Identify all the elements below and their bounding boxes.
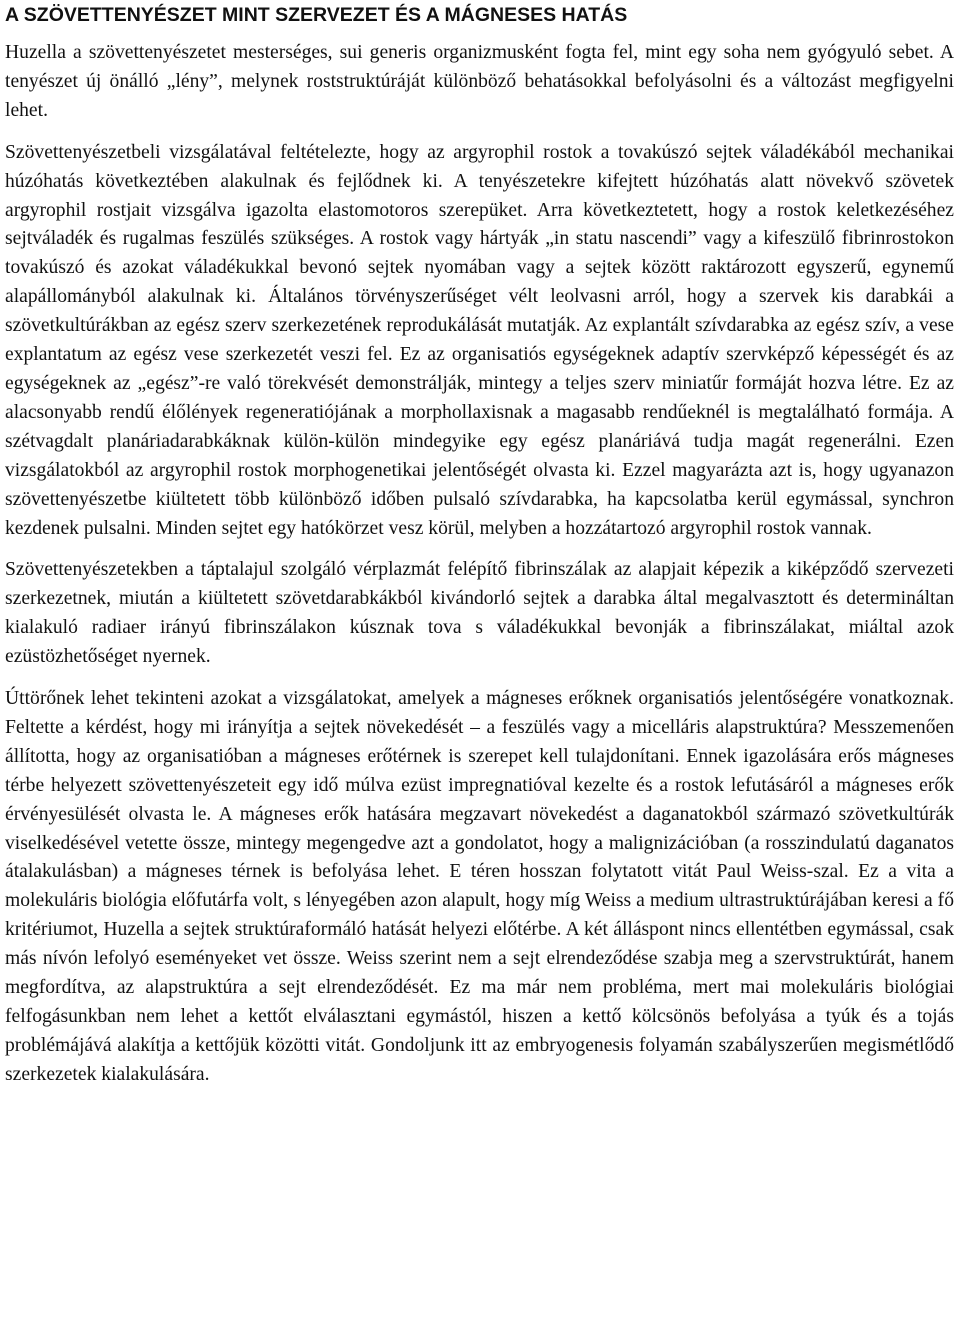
paragraph-magnetic-effect: Úttörőnek lehet tekinteni azokat a vizsgálatokat, amelyek a mágneses erőknek organisatiós jelentőségére vonatkoznak. Feltette a kérdést, hogy mi irányítja a sejtek növekedését – a feszülés vagy a micelláris alapstruktúra? Messzemenően állította, hogy az organisatióban a mágneses erőtérnek is szerepet kell tulajdonítani. Ennek igazolására erős mágneses térbe helyezett szövettenyészeteit egy idő múlva ezüst impregnatióval kezelte és a rostok lefutásáról a mágneses erők érvényesülését olvasta le. A mágneses erők hatására megzavart növekedést a daganatokból származó szövetkultúrák viselkedésével vetette össze, mintegy megengedve azt a gondolatot, hogy a malignizációban (a rosszindulatú daganatos átalakulásban) a mágneses térnek is befolyása lehet. E téren hosszan folytatott vitát Paul Weiss-szal. Ez a vita a molekuláris biológia előfutárfa volt, s lényegében azon alapult, hogy míg Weiss a medium ultrastruktúrájában keresi a fő kritériumot, Huzella a sejtek struktúraformáló hatását helyezi előtérbe. A két álláspont nincs ellentétben egymással, csak más nívón lefolyó eseményeket vet össze. Weiss szerint nem a sejt elrendeződése szabja meg a szervstruktúrát, hanem megfordítva, az alapstruktúra a sejt elrendeződését. Ez ma már nem probléma, mert mai molekuláris biológiai felfogásunkban nem lehet a kettőt elválasztani egymástól, hiszen a kettő kölcsönös befolyása a tyúk és a tojás problémájává alakítja a kettőjük közötti vitát. Gondoljunk itt az embryogenesis folyamán szabályszerűen megismétlődő szerkezetek kialakulására. bbox=[5, 688, 954, 1085]
document-title: A SZÖVETTENYÉSZET MINT SZERVEZET ÉS A MÁGNESES HATÁS bbox=[5, 4, 628, 26]
paragraph-intro: Huzella a szövettenyészetet mesterséges, sui generis organizmusként fogta fel, mint egy soha nem gyógyuló sebet. A tenyészet új önálló „lény”, melynek roststruktúráját különböző behatásokkal befolyásolni és a változást megfigyelni lehet. bbox=[5, 42, 954, 121]
paragraph-fibrin-threads: Szövettenyészetekben a táptalajul szolgáló vérplazmát felépítő fibrinszálak az alapjait képezik a kiképződő szervezeti szerkezetnek, miután a kiültetett szövetdarabkákból kivándorló sejtek a darabka által megalvasztott és determináltan kialakuló radiaer irányú fibrinszálakon kúsznak tova s váladékukkal bevonják a fibrinszálakat, miáltal azok ezüstözhetőséget nyernek. bbox=[5, 559, 954, 668]
paragraph-argyrophil-fibers: Szövettenyészetbeli vizsgálatával feltételezte, hogy az argyrophil rostok a tovakúszó sejtek váladékából mechanikai húzóhatás következtében alakulnak és fejlődnek ki. A tenyészetekre kifejtett húzóhatás alatt növekvő szövetek argyrophil rostjait vizsgálva igazolta elastomotoros szerepüket. Arra következtetett, hogy a rostok keletkezéséhez sejtváladék és rugalmas feszülés szükséges. A rostok vagy hártyák „in statu nascendi” vagy a kifeszülő fibrinrostokon tovakúszó és azokat váladékukkal bevonó sejtek nyomában vagy a sejtek között raktározott egyszerű, egynemű alapállományból alakulnak ki. Általános törvényszerűséget vélt leolvasni arról, hogy a szervek kis darabkái a szövetkultúrákban az egész szerv szerkezetének reprodukálását mutatják. Az explantált szívdarabka az egész szív, a vese explantatum az egész vese szerkezetét veszi fel. Ez az organisatiós egységeknek adaptív szervképző képességét és az egységeknek az „egész”-re való törekvését demonstrálják, mintegy a teljes szerv miniatűr formáját hozva létre. Ez az alacsonyabb rendű élőlények regeneratiójának a morphollaxisnak a magasabb rendűeknél is megtalálható formája. A szétvagdalt planáriadarabkáknak külön-külön mindegyike egy egész planáriává tudja magát regenerálni. Ezen vizsgálatokból az argyrophil rostok morphogenetikai jelentőségét olvasta ki. Ezzel magyarázta azt is, hogy ugyanazon szövettenyészetbe kiültetett több különböző időben pulsaló szívdarabka, ha kapcsolatba kerül egymással, synchron kezdenek pulsalni. Minden sejtet egy hatókörzet vesz körül, melyben a hozzátartozó argyrophil rostok vannak. bbox=[5, 141, 954, 539]
